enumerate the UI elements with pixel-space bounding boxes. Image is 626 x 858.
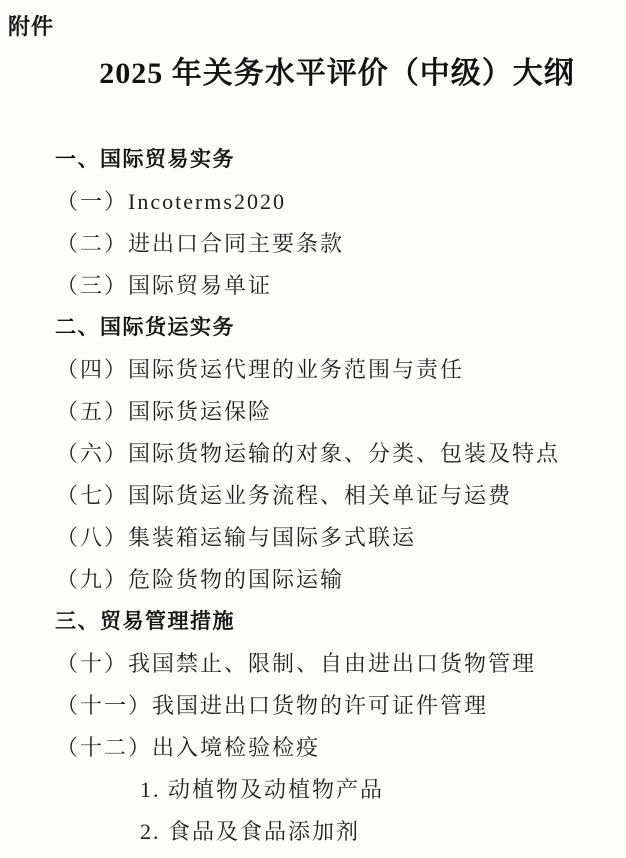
outline-item: （八）集装箱运输与国际多式联运	[56, 525, 417, 550]
outline-item: （六）国际货物运输的对象、分类、包装及特点	[56, 441, 561, 466]
outline-section: 一、国际贸易实务	[55, 148, 235, 171]
page-title: 2025 年关务水平评价（中级）大纲	[99, 57, 575, 90]
outline	[0, 139, 626, 853]
outline-item: （七）国际货运业务流程、相关单证与运费	[56, 483, 513, 508]
outline-section: 二、国际货运实务	[55, 316, 235, 339]
outline-subitem: 2. 食品及食品添加剂	[140, 819, 361, 844]
outline-item: （十一）我国进出口货物的许可证件管理	[56, 693, 489, 718]
outline-item: （九）危险货物的国际运输	[56, 567, 345, 592]
outline-item: （十）我国禁止、限制、自由进出口货物管理	[56, 651, 537, 676]
outline-item: （二）进出口合同主要条款	[56, 231, 345, 256]
outline-item: （三）国际贸易单证	[56, 273, 273, 298]
outline-section: 三、贸易管理措施	[55, 610, 235, 633]
attachment-label: 附件	[8, 14, 55, 39]
outline-item: （四）国际货运代理的业务范围与责任	[56, 357, 465, 382]
outline-item: （一）Incoterms2020	[56, 189, 286, 214]
outline-subitem: 1. 动植物及动植物产品	[140, 777, 385, 802]
outline-item: （十二）出入境检验检疫	[56, 735, 321, 760]
outline-item: （五）国际货运保险	[56, 399, 273, 424]
